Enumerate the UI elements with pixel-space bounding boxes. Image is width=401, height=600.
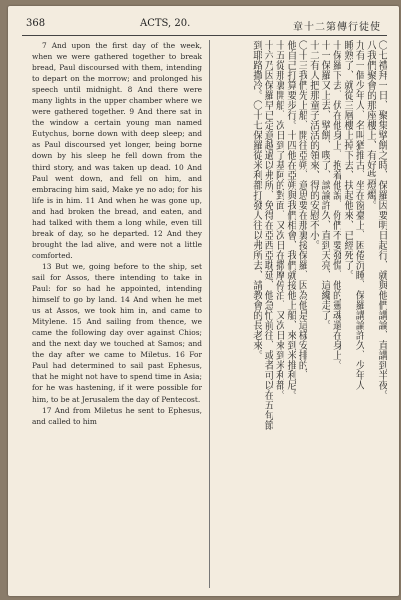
chinese-text-line: 八我們聚會的那座樓上、有好些燈燭。 (364, 40, 376, 210)
chinese-text-line: 十一保羅又上去、擘餅、喫了、談論許久、直到天亮、這纔走了。 (319, 40, 331, 330)
english-column (32, 40, 202, 588)
chinese-text-line: 他自己打算要步行。十四他在亞朔與我們相會、我們就接他上船、來到米推利尼。 (284, 40, 296, 400)
chapter-reference: ACTS, 20. (140, 18, 191, 29)
chinese-text-line: 十二有人把那童子活活的領來、得的安慰不小。 (307, 40, 319, 250)
page-header (22, 18, 387, 34)
chinese-text-line: 十六乃因保羅早已定意越過以弗所、免得在亞西亞耽延、他急忙前往、或者可以在五旬節 (262, 40, 274, 430)
chinese-text-line: 九有一個少年人、名叫猶推古、坐在窗臺上、困倦沉睡、保羅講論許久、少年人 (353, 40, 365, 390)
english-paragraph: 17 And from Miletus he sent to Ephesus, and called to him (32, 405, 202, 426)
chinese-text-block (250, 40, 387, 588)
chinese-text-line: 十五從那裏開船、次日到了基阿的對面、又次日在撒摩停泊、又次日來到米利都。 (273, 40, 285, 400)
column-divider (209, 40, 210, 588)
book-page (8, 6, 399, 596)
chinese-text-line: 睡熟了、就從三層樓上掉下去、扶起他來、已經死了。 (341, 40, 353, 280)
chinese-text-line: 〇十三我們先上船、開往亞朔、意思要在那裏接保羅、因為他是這樣安排的、 (296, 40, 308, 380)
page-number: 368 (26, 18, 46, 29)
chinese-text-line: 〇七禮拜一日、聚集擘餅之時、保羅因要明日起行、就與他們講論、直講到半夜。 (376, 40, 387, 400)
english-paragraph: 7 And upon the first day of the week, when we were gathered together to break bread, Paul discoursed with them, intending to depart on the morrow; and prolonged his speech until midnight. 8 And there were many lights in the upper chamber where we were gathered together. 9 And there sat in the window a certain young man named Eutychus, borne down with deep sleep; and as Paul discoursed yet longer, being borne down by his sleep he fell down from the third story, and was taken up dead. 10 And Paul went down, and fell on him, and embracing him said, Make ye no ado; for his life is in him. 11 And when he was gone up, and had broken the bread, and eaten, and had talked with them a long while, even till break of day, so he departed. 12 And they brought the lad alive, and were not a little comforted. (32, 41, 202, 260)
chinese-text-line: 到耶路撒冷。〇十七保羅從米利都打發人往以弗所去、請教會的長老來。 (250, 40, 262, 360)
chinese-running-title: 章十二第傳行徒使 (293, 22, 381, 33)
chinese-text-line: 十保羅下去、伏在他身上、抱着他說、你們不要發慌、他的靈魂還在身上。 (330, 40, 342, 370)
chinese-column (215, 40, 387, 588)
header-rule (22, 35, 387, 36)
english-paragraph: 13 But we, going before to the ship, set sail for Assos, there intending to take in Paul: for so had he appointed, intending himself to go by land. 14 And when he met us at Assos, we took him in, and came to Mitylene. 15 And sailing from thence, we came the following day over against Chios; and the next day we touched at Samos; and the day after we came to Miletus. 16 For Paul had determined to sail past Ephesus, that he might not have to spend time in Asia; for he was hastening, if it were possible for him, to be at Jerusalem the day of Pentecost. (32, 261, 202, 404)
